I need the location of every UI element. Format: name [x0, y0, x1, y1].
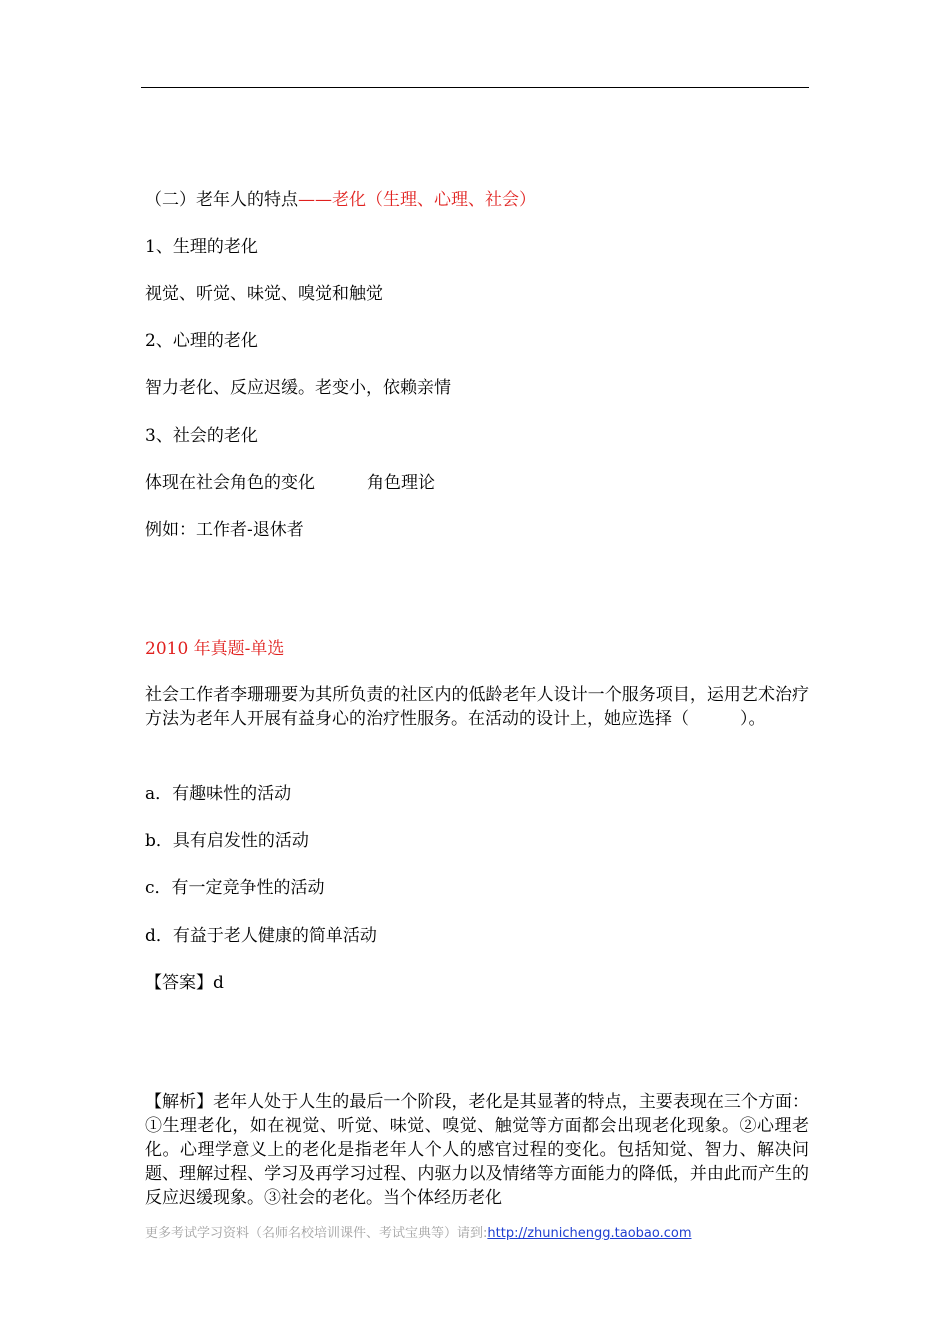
section-heading: [145, 188, 536, 212]
section-heading-red: ——老化（生理、心理、社会）: [298, 190, 536, 210]
item-1-title: 1、生理的老化: [145, 237, 258, 257]
section-heading-main: （二）老年人的特点: [145, 190, 298, 210]
item-3-body: [145, 471, 435, 495]
item-2-body: 智力老化、反应迟缓。老变小，依赖亲情: [145, 378, 451, 398]
analysis-paragraph: 【解析】老年人处于人生的最后一个阶段，老化是其显著的特点，主要表现在三个方面：①生理老化，如在视觉、听觉、味觉、嗅觉、触觉等方面都会出现老化现象。②心理老化。心理学意义上的老化是指老年人个人的感官过程的变化。包括知觉、智力、解决问题、理解过程、学习及再学习过程、内驱力以及情绪等方面能力的降低，并由此而产生的反应迟缓现象。③社会的老化。当个体经历老化: [145, 1092, 809, 1208]
option-d: d．有益于老人健康的简单活动: [145, 926, 377, 946]
question-stem: 社会工作者李珊珊要为其所负责的社区内的低龄老年人设计一个服务项目，运用艺术治疗方法为老年人开展有益身心的治疗性服务。在活动的设计上，她应选择（ ）。: [145, 685, 809, 729]
item-3-title: 3、社会的老化: [145, 426, 258, 446]
header-rule: [141, 87, 809, 88]
question-tag: 2010 年真题-单选: [145, 639, 285, 659]
footer-link[interactable]: http://zhunichengg.taobao.com: [487, 1226, 692, 1241]
example-line: 例如：工作者-退休者: [145, 520, 304, 540]
item-1-body: 视觉、听觉、味觉、嗅觉和触觉: [145, 284, 383, 304]
item-2-title: 2、心理的老化: [145, 331, 258, 351]
footer-promo: [145, 1224, 692, 1244]
footer-text: 更多考试学习资料（名师名校培训课件、考试宝典等）请到:: [145, 1226, 488, 1241]
item-3-body-text: 体现在社会角色的变化: [145, 473, 315, 493]
option-c: c．有一定竞争性的活动: [145, 878, 325, 898]
answer-line: 【答案】d: [145, 973, 224, 993]
option-b: b．具有启发性的活动: [145, 831, 309, 851]
option-a: a．有趣味性的活动: [145, 784, 292, 804]
item-3-body-extra: 角色理论: [367, 473, 435, 493]
